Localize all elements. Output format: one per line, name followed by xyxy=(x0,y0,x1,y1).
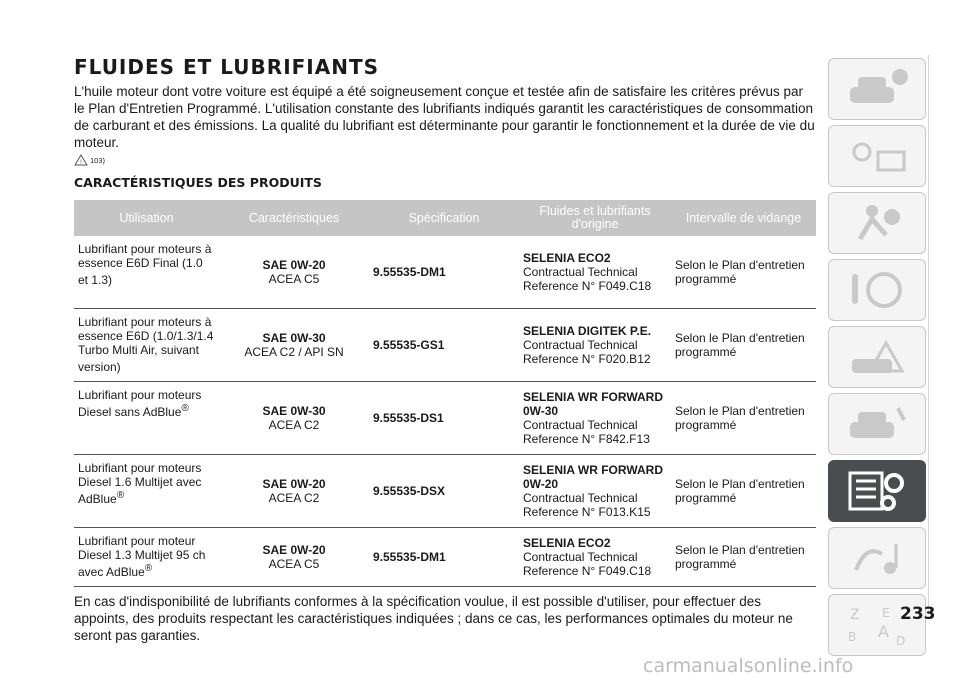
cell-fluide xyxy=(519,309,671,382)
cell-specification xyxy=(369,382,519,455)
cell-intervalle xyxy=(671,382,816,455)
use-text: Lubrifiant pour moteurs à essence E6D Final (1.0 et 1.3) xyxy=(78,242,212,287)
page-title: FLUIDES ET LUBRIFIANTS xyxy=(74,55,379,79)
interval-text: Selon le Plan d'entretien programmé xyxy=(675,404,805,432)
section-subtitle: CARACTÉRISTIQUES DES PRODUITS xyxy=(74,175,322,190)
cell-intervalle xyxy=(671,309,816,382)
fluid-name: SELENIA WR FORWARD 0W-20 xyxy=(523,463,663,491)
products-table xyxy=(74,200,816,587)
spec-code: 9.55535-DM1 xyxy=(373,550,446,564)
fluid-line2: Reference N° F842.F13 xyxy=(523,432,650,446)
warning-triangle-icon xyxy=(74,154,88,166)
fluid-line1: Contractual Technical xyxy=(523,338,638,352)
table-row xyxy=(74,382,816,455)
acea-standard: ACEA C5 xyxy=(268,557,320,571)
header-specification: Spécification xyxy=(369,200,519,236)
viscosity-grade: SAE 0W-20 xyxy=(262,477,326,491)
sidebar-tab[interactable] xyxy=(828,192,926,254)
use-text: Lubrifiant pour moteurs Diesel sans AdBlue xyxy=(78,388,202,419)
spec-code: 9.55535-DM1 xyxy=(373,265,446,279)
svg-text:E: E xyxy=(882,606,890,620)
sidebar-tab[interactable] xyxy=(828,460,926,522)
acea-standard: ACEA C2 / API SN xyxy=(244,345,344,359)
technical-data-gear-icon xyxy=(842,467,912,515)
cell-intervalle xyxy=(671,455,816,528)
use-text: Lubrifiant pour moteur Diesel 1.3 Multijet 95 ch avec AdBlue xyxy=(78,534,206,579)
svg-text:!: ! xyxy=(80,160,82,166)
acea-standard: ACEA C2 xyxy=(268,491,320,505)
fluid-name: SELENIA WR FORWARD 0W-30 xyxy=(523,390,663,418)
sidebar-tab[interactable] xyxy=(828,259,926,321)
cell-caracteristiques xyxy=(219,528,369,587)
viscosity-grade: SAE 0W-20 xyxy=(262,543,326,557)
watermark: carmanualsonline.info xyxy=(643,655,854,677)
emergency-car-icon xyxy=(842,333,912,381)
fluid-line1: Contractual Technical xyxy=(523,265,638,279)
fluid-line2: Reference N° F049.C18 xyxy=(523,279,652,293)
header-caracteristiques: Caractéristiques xyxy=(219,200,369,236)
cell-utilisation xyxy=(74,382,219,455)
fluid-line1: Contractual Technical xyxy=(523,418,638,432)
table-header-row xyxy=(74,200,816,236)
cell-specification xyxy=(369,309,519,382)
warning-reference xyxy=(74,153,816,167)
table-row xyxy=(74,236,816,309)
cell-intervalle xyxy=(671,236,816,309)
cell-caracteristiques xyxy=(219,455,369,528)
header-utilisation: Utilisation xyxy=(74,200,219,236)
dashboard-lights-icon xyxy=(842,132,912,180)
fluid-line1: Contractual Technical xyxy=(523,491,638,505)
chapter-sidebar xyxy=(828,58,926,661)
svg-text:A: A xyxy=(878,622,889,641)
registered-mark: ® xyxy=(181,403,189,414)
car-info-icon xyxy=(842,65,912,113)
table-body xyxy=(74,236,816,587)
acea-standard: ACEA C2 xyxy=(268,418,320,432)
fluid-line2: Reference N° F013.K15 xyxy=(523,505,651,519)
cell-caracteristiques xyxy=(219,236,369,309)
use-text: Lubrifiant pour moteurs à essence E6D (1.0/1.3/1.4 Turbo Multi Air, suivant version) xyxy=(78,315,214,374)
viscosity-grade: SAE 0W-30 xyxy=(262,404,326,418)
spec-code: 9.55535-GS1 xyxy=(373,338,445,352)
multimedia-icon xyxy=(842,534,912,582)
interval-text: Selon le Plan d'entretien programmé xyxy=(675,331,805,359)
use-text: Lubrifiant pour moteurs Diesel 1.6 Multijet avec AdBlue xyxy=(78,461,202,506)
table-row xyxy=(74,455,816,528)
viscosity-grade: SAE 0W-20 xyxy=(262,258,326,272)
warning-ref-text: 103) xyxy=(90,155,106,165)
intro-paragraph: L'huile moteur dont votre voiture est équipé a été soigneusement conçue et testée afin de satisfaire les critères prévus par le Plan d'Entretien Programmé. L'utilisation constante des lubrifiants indiqués garantit les caractéristiques de consommation de carburant et des émissions. La qualité du lubrifiant est déterminante pour garantir le fonctionnement et la durée de vie du moteur. xyxy=(74,84,815,150)
car-service-icon xyxy=(842,400,912,448)
sidebar-tab[interactable] xyxy=(828,125,926,187)
sidebar-tab[interactable] xyxy=(828,326,926,388)
spec-code: 9.55535-DS1 xyxy=(373,411,444,425)
outro-paragraph: En cas d'indisponibilité de lubrifiants conformes à la spécification voulue, il est possible d'utiliser, pour effectuer des appoints, des produits respectant les caractéristiques indiquées ; dans ce cas, les performances optimales du moteur ne seront pas garanties. xyxy=(74,594,793,643)
cell-fluide xyxy=(519,382,671,455)
fluid-name: SELENIA DIGITEK P.E. xyxy=(523,324,652,338)
cell-utilisation xyxy=(74,528,219,587)
svg-text:D: D xyxy=(896,634,906,648)
header-intervalle: Intervalle de vidange xyxy=(671,200,816,236)
svg-text:Z: Z xyxy=(850,607,860,623)
cell-utilisation xyxy=(74,309,219,382)
svg-text:B: B xyxy=(848,630,857,644)
cell-utilisation xyxy=(74,455,219,528)
sidebar-tab[interactable] xyxy=(828,393,926,455)
fluid-line1: Contractual Technical xyxy=(523,550,638,564)
fluid-name: SELENIA ECO2 xyxy=(523,536,611,550)
cell-specification xyxy=(369,455,519,528)
sidebar-tab[interactable] xyxy=(828,58,926,120)
header-fluides: Fluides et lubrifiants d'origine xyxy=(519,200,671,236)
cell-caracteristiques xyxy=(219,309,369,382)
interval-text: Selon le Plan d'entretien programmé xyxy=(675,477,805,505)
acea-standard: ACEA C5 xyxy=(268,272,320,286)
sidebar-divider xyxy=(928,55,929,615)
cell-specification xyxy=(369,528,519,587)
viscosity-grade: SAE 0W-30 xyxy=(262,331,326,345)
cell-fluide xyxy=(519,455,671,528)
cell-intervalle xyxy=(671,528,816,587)
fluid-line2: Reference N° F049.C18 xyxy=(523,564,652,578)
sidebar-tab[interactable] xyxy=(828,527,926,589)
spec-code: 9.55535-DSX xyxy=(373,484,446,498)
fluid-name: SELENIA ECO2 xyxy=(523,251,611,265)
interval-text: Selon le Plan d'entretien programmé xyxy=(675,543,805,571)
steering-key-icon xyxy=(842,266,912,314)
interval-text: Selon le Plan d'entretien programmé xyxy=(675,258,805,286)
cell-fluide xyxy=(519,528,671,587)
cell-fluide xyxy=(519,236,671,309)
page-number: 233 xyxy=(900,604,936,624)
registered-mark: ® xyxy=(116,490,125,501)
cell-caracteristiques xyxy=(219,382,369,455)
cell-specification xyxy=(369,236,519,309)
registered-mark: ® xyxy=(144,563,153,574)
table-row xyxy=(74,309,816,382)
fluid-line2: Reference N° F020.B12 xyxy=(523,352,651,366)
table-row xyxy=(74,528,816,587)
page-content xyxy=(74,55,816,644)
cell-utilisation xyxy=(74,236,219,309)
safety-airbag-icon xyxy=(842,199,912,247)
